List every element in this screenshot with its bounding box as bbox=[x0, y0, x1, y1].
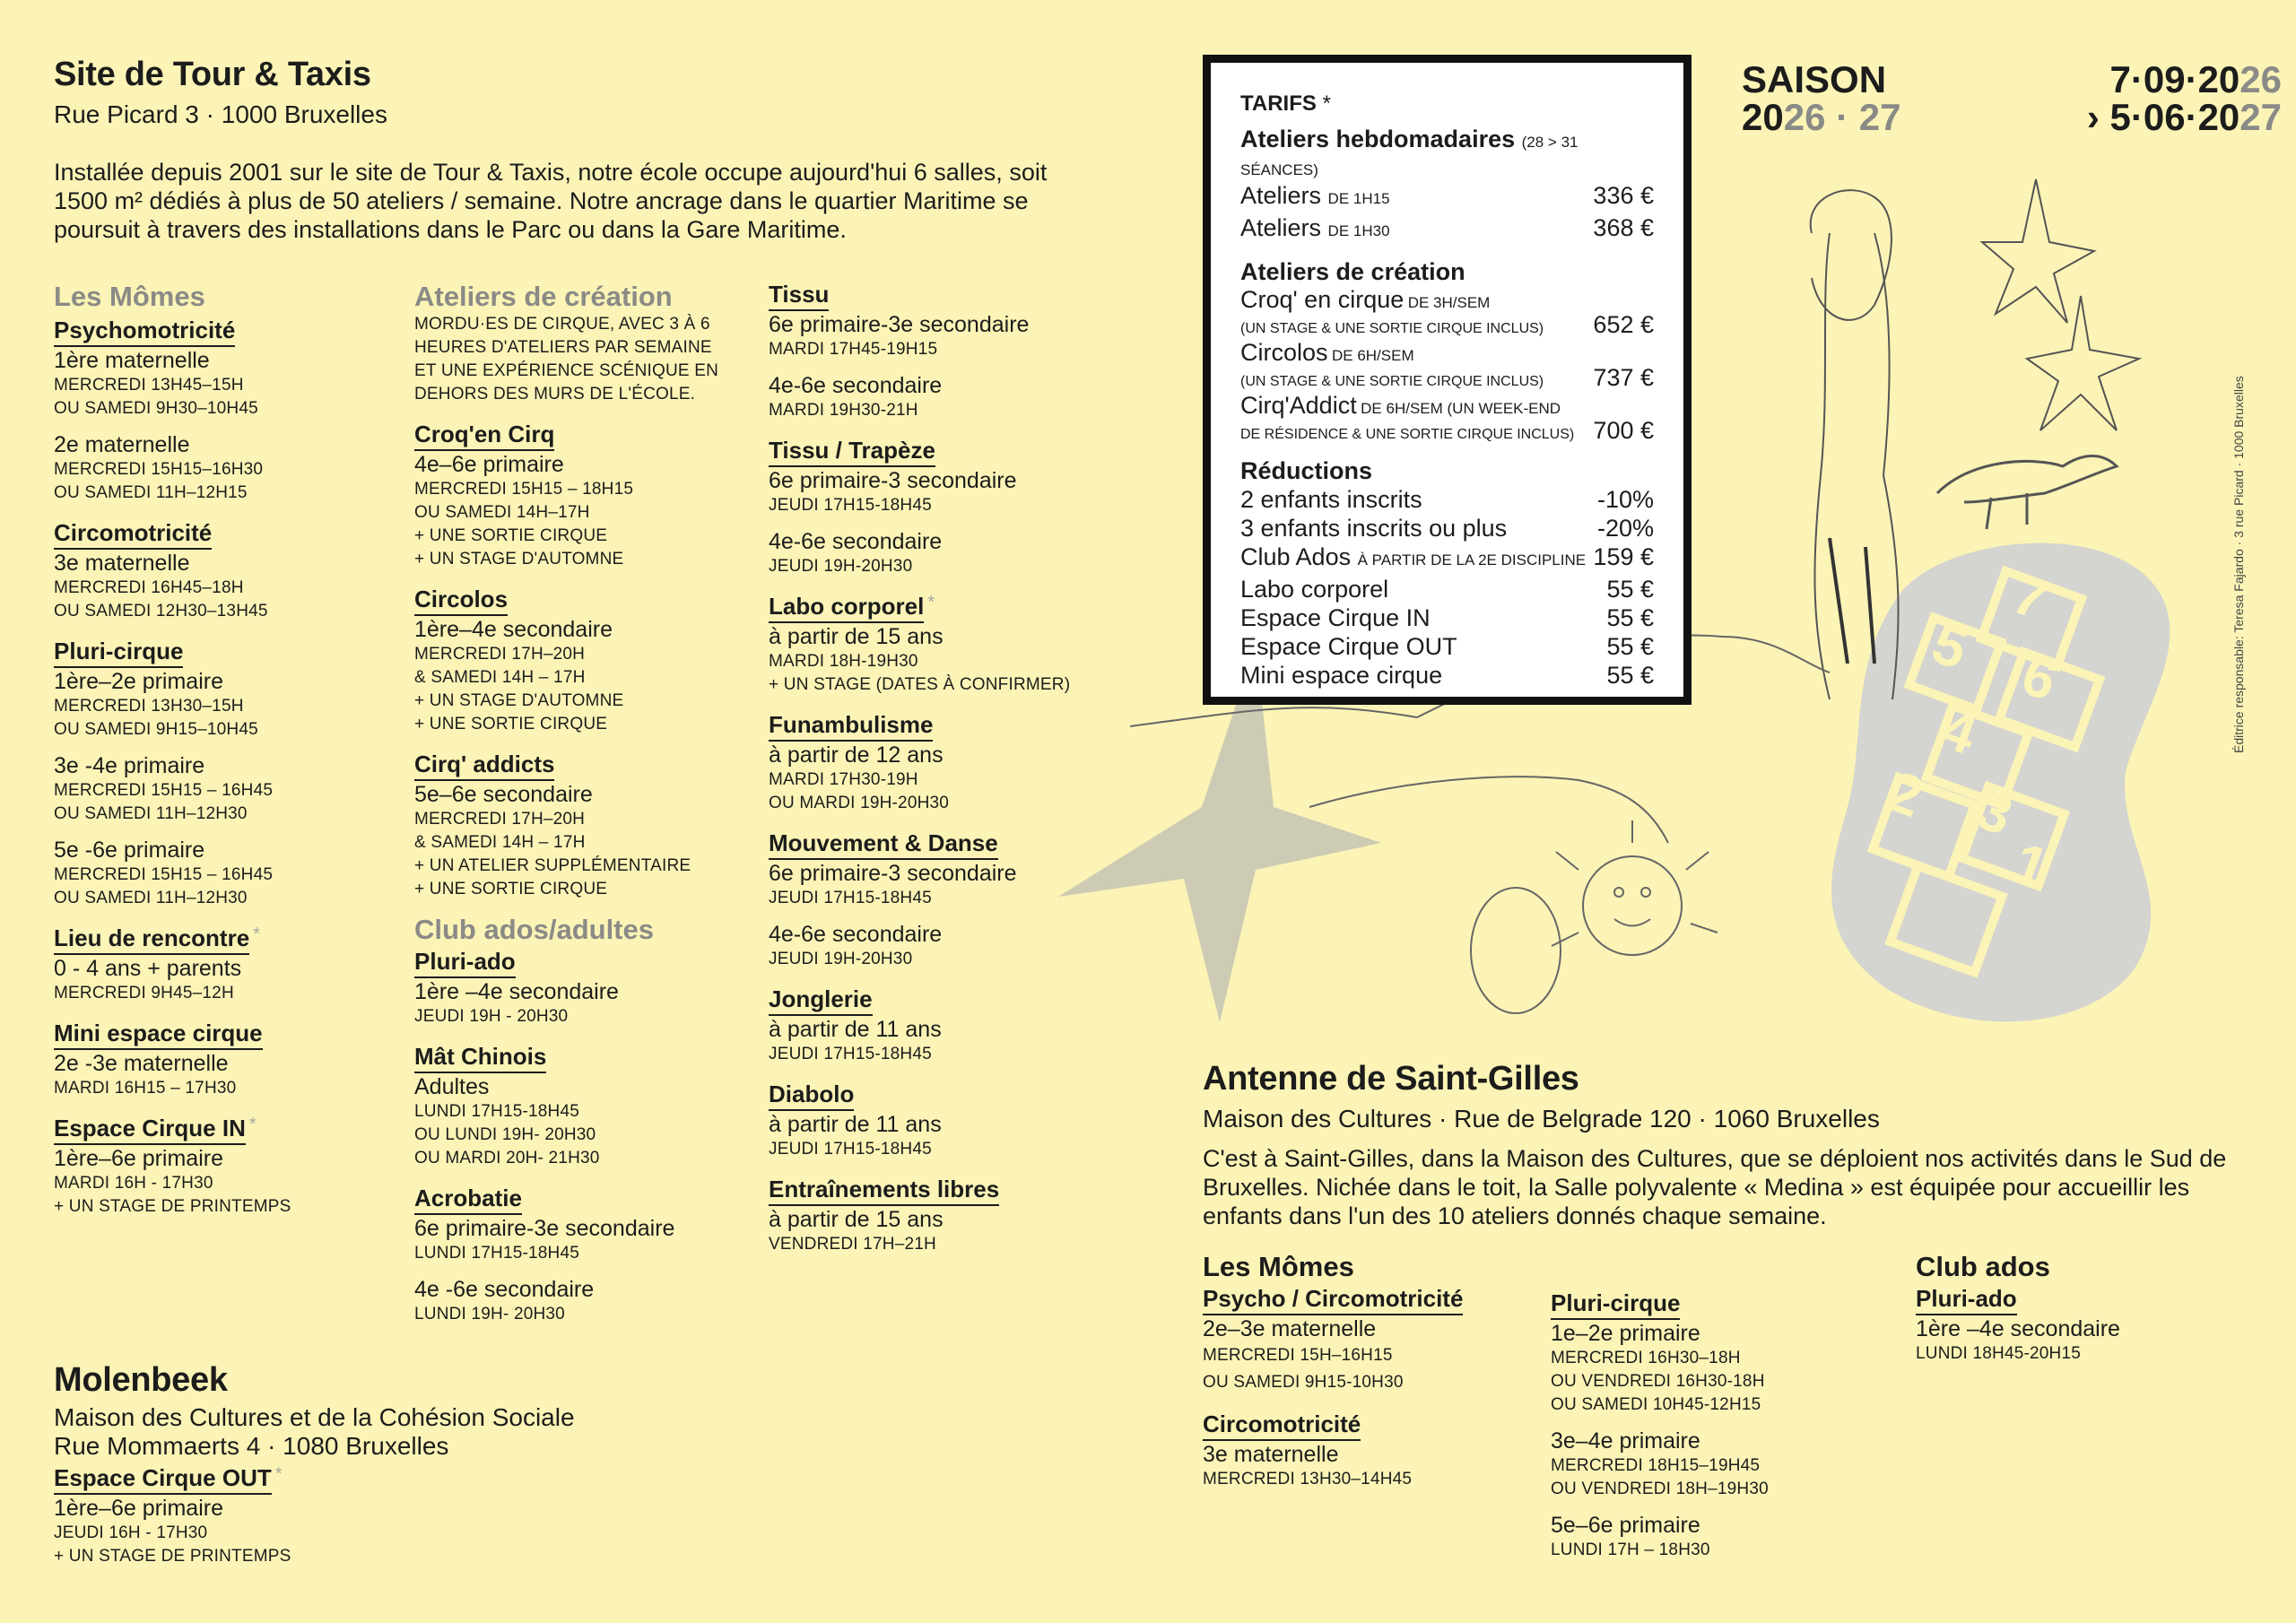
level: 3e maternelle bbox=[54, 551, 190, 576]
tarifs-hebdo-heading: Ateliers hebdomadaires (28 > 31 SÉANCES) bbox=[1240, 126, 1578, 178]
asterisk-icon: * bbox=[927, 593, 935, 612]
level: 1ère–2e primaire bbox=[54, 669, 223, 694]
schedule: MARDI 17H30-19H bbox=[769, 770, 918, 789]
activity-pluri-cirque bbox=[54, 638, 395, 910]
level: 3e maternelle bbox=[1203, 1442, 1339, 1467]
molenbeek-line2: Rue Mommaerts 4 · 1080 Bruxelles bbox=[54, 1432, 449, 1460]
activity-title: Pluri-cirque bbox=[54, 638, 183, 668]
schedule: + UN STAGE (DATES À CONFIRMER) bbox=[769, 675, 1071, 694]
level: à partir de 12 ans bbox=[769, 742, 944, 768]
activity-title: Circolos bbox=[414, 586, 508, 616]
schedule: OU VENDREDI 18H–19H30 bbox=[1551, 1480, 1769, 1498]
schedule: MARDI 16H15 – 17H30 bbox=[54, 1079, 237, 1098]
level: 1ère–6e primaire bbox=[54, 1146, 223, 1171]
site-title: Site de Tour & Taxis bbox=[54, 56, 371, 93]
activity-title: Mini espace cirque bbox=[54, 1020, 263, 1050]
schedule: + UNE SORTIE CIRQUE bbox=[414, 526, 608, 545]
saison-years: 2026 · 27 bbox=[1742, 96, 1901, 138]
schedule: + UNE SORTIE CIRQUE bbox=[414, 880, 608, 898]
activity-title: Mât Chinois bbox=[414, 1043, 546, 1073]
star-drawing-icon bbox=[1982, 179, 2094, 323]
schedule: MERCREDI 16H45–18H bbox=[54, 578, 244, 597]
schedule: + UN STAGE D'AUTOMNE bbox=[414, 550, 624, 568]
saint-gilles-momes-col1 bbox=[1203, 1251, 1544, 1491]
tarifs-reductions-heading: Réductions bbox=[1240, 457, 1373, 484]
asterisk-icon: * bbox=[248, 1115, 257, 1134]
tarif-row: Espace Cirque IN 55 € bbox=[1240, 604, 1654, 631]
activity-entrainements-libres bbox=[769, 1176, 1127, 1256]
star-drawing-icon bbox=[2027, 296, 2139, 430]
schedule: LUNDI 18H45-20H15 bbox=[1916, 1344, 2081, 1363]
schedule: + UNE SORTIE CIRQUE bbox=[414, 715, 608, 733]
schedule: OU SAMEDI 9H15-10H30 bbox=[1203, 1373, 1404, 1392]
schedule: + UN STAGE DE PRINTEMPS bbox=[54, 1197, 291, 1216]
activity-psycho-circomotricite bbox=[1203, 1285, 1544, 1396]
level: 4e-6e secondaire bbox=[769, 922, 943, 947]
activity-title: Pluri-ado bbox=[414, 948, 516, 978]
level: 6e primaire-3 secondaire bbox=[769, 468, 1017, 493]
schedule: OU SAMEDI 10H45-12H15 bbox=[1551, 1395, 1761, 1414]
saison-block bbox=[1742, 58, 1901, 138]
hopscotch-number: 2 bbox=[1879, 758, 1932, 830]
tarif-row: Mini espace cirque 55 € bbox=[1240, 662, 1654, 689]
hills-drawing-icon bbox=[1309, 777, 1668, 843]
activity-cirq-addicts bbox=[414, 751, 746, 901]
level: 4e–6e primaire bbox=[414, 452, 564, 477]
activity-title: Lieu de rencontre bbox=[54, 924, 249, 955]
egg-drawing-icon bbox=[1471, 888, 1561, 1013]
level: 1ère –4e secondaire bbox=[1916, 1316, 2120, 1341]
schedule: OU SAMEDI 11H–12H30 bbox=[54, 889, 248, 907]
activity-title: Funambulisme bbox=[769, 711, 933, 742]
schedule: JEUDI 17H15-18H45 bbox=[769, 889, 932, 907]
heading-club-ados: Club ados bbox=[1916, 1251, 2050, 1282]
hopscotch-number: 4 bbox=[1933, 695, 1986, 768]
schedule: MERCREDI 13H30–14H45 bbox=[1203, 1470, 1413, 1488]
schedule: OU SAMEDI 9H30–10H45 bbox=[54, 399, 258, 418]
tarif-row: Circolos DE 6H/SEM (UN STAGE & UNE SORTIE CIRQUE INCLUS) 737 € bbox=[1240, 339, 1654, 391]
schedule: OU MARDI 20H- 21H30 bbox=[414, 1149, 600, 1167]
level: 3e -4e primaire bbox=[54, 753, 205, 778]
activity-title: Croq'en Cirq bbox=[414, 421, 554, 451]
activity-croq-en-cirq bbox=[414, 421, 746, 571]
schedule: + UN STAGE DE PRINTEMPS bbox=[54, 1547, 291, 1566]
activity-title: Psychomotricité bbox=[54, 317, 235, 347]
activity-title: Pluri-cirque bbox=[1551, 1289, 1680, 1320]
tarifs-panel bbox=[1203, 55, 1692, 705]
tarif-row: Ateliers DE 1H30 368 € bbox=[1240, 214, 1654, 241]
heading-les-momes: Les Mômes bbox=[54, 281, 205, 312]
tarif-row: 3 enfants inscrits ou plus -20% bbox=[1240, 515, 1654, 542]
activity-psychomotricite bbox=[54, 317, 395, 505]
activity-mini-espace-cirque bbox=[54, 1020, 395, 1100]
activity-pluri-ado bbox=[414, 948, 746, 1028]
schedule: JEUDI 17H15-18H45 bbox=[769, 1140, 932, 1159]
level: 5e–6e primaire bbox=[1551, 1513, 1700, 1538]
activity-title: Tissu / Trapèze bbox=[769, 437, 935, 467]
saint-gilles-title: Antenne de Saint-Gilles bbox=[1203, 1060, 1579, 1098]
lizard-drawing-icon bbox=[1937, 456, 2117, 529]
level: 3e–4e primaire bbox=[1551, 1428, 1700, 1454]
schedule: MERCREDI 15H15 – 16H45 bbox=[54, 865, 274, 884]
schedule: LUNDI 17H15-18H45 bbox=[414, 1244, 579, 1263]
tarif-row: Cirq'Addict DE 6H/SEM (UN WEEK-END DE RÉSIDENCE & UNE SORTIE CIRQUE INCLUS) 700 € bbox=[1240, 392, 1654, 444]
activity-circolos bbox=[414, 586, 746, 736]
level: à partir de 15 ans bbox=[769, 1207, 944, 1232]
schedule: MERCREDI 15H15–16H30 bbox=[54, 460, 264, 479]
level: 4e -6e secondaire bbox=[414, 1277, 595, 1302]
schedule: MERCREDI 18H15–19H45 bbox=[1551, 1456, 1761, 1475]
schedule: MERCREDI 9H45–12H bbox=[54, 984, 234, 1002]
tarif-row: Labo corporel 55 € bbox=[1240, 576, 1654, 603]
saint-gilles-club-ados bbox=[1916, 1251, 2257, 1366]
site-intro: Installée depuis 2001 sur le site de Tour & Taxis, notre école occupe aujourd'hui 6 salles, soit 1500 m² dédiés à plus de 50 ateliers / semaine. Notre ancrage dans le quartier Maritime se poursuit à travers des installations dans le Parc ou dans la Gare Maritime. bbox=[54, 159, 1048, 243]
level: 5e–6e secondaire bbox=[414, 782, 593, 807]
schedule: JEUDI 16H - 17H30 bbox=[54, 1523, 208, 1542]
schedule: OU SAMEDI 9H15–10H45 bbox=[54, 720, 258, 739]
level: 2e maternelle bbox=[54, 432, 190, 457]
level: 4e-6e secondaire bbox=[769, 373, 943, 398]
asterisk-icon: * bbox=[253, 924, 260, 944]
level: 0 - 4 ans + parents bbox=[54, 956, 242, 981]
activity-title: Diabolo bbox=[769, 1081, 854, 1111]
schedule: JEUDI 19H-20H30 bbox=[769, 557, 913, 576]
saison-label: SAISON bbox=[1742, 58, 1887, 100]
level: 1ère –4e secondaire bbox=[414, 979, 619, 1004]
asterisk-icon: * bbox=[274, 1464, 283, 1484]
schedule: JEUDI 19H - 20H30 bbox=[414, 1007, 569, 1026]
level: 1ère–6e primaire bbox=[54, 1496, 223, 1521]
activity-title: Tissu bbox=[769, 281, 829, 311]
tarif-row: Espace Cirque OUT 55 € bbox=[1240, 633, 1654, 660]
level: à partir de 11 ans bbox=[769, 1017, 942, 1042]
schedule: MARDI 16H - 17H30 bbox=[54, 1174, 213, 1193]
activity-title: Espace Cirque OUT bbox=[54, 1464, 272, 1495]
schedule: MARDI 19H30-21H bbox=[769, 401, 918, 420]
schedule: JEUDI 17H15-18H45 bbox=[769, 496, 932, 515]
section-molenbeek bbox=[54, 1361, 682, 1568]
tarifs-title: TARIFS * bbox=[1240, 91, 1331, 116]
schedule: OU SAMEDI 14H–17H bbox=[414, 503, 590, 522]
publisher-credit: Éditrice responsable: Teresa Fajardo · 3 rue Picard · 1000 Bruxelles bbox=[2231, 376, 2246, 753]
activity-circomotricite bbox=[1203, 1410, 1544, 1491]
schedule: & SAMEDI 14H – 17H bbox=[414, 833, 586, 852]
level: 2e -3e maternelle bbox=[54, 1051, 229, 1076]
schedule: MERCREDI 13H45–15H bbox=[54, 376, 244, 395]
creation-description: MORDU·ES DE CIRQUE, AVEC 3 À 6 HEURES D'ATELIERS PAR SEMAINE ET UNE EXPÉRIENCE SCÉNIQUE EN DEHORS DES MURS DE L'ÉCOLE. bbox=[414, 315, 719, 404]
hopscotch-number: 1 bbox=[2005, 829, 2057, 902]
date-start: 7·09·2026 bbox=[2109, 58, 2282, 100]
hopscotch-number: 7 bbox=[2005, 560, 2057, 633]
molenbeek-title: Molenbeek bbox=[54, 1361, 228, 1399]
schedule: OU SAMEDI 12H30–13H45 bbox=[54, 602, 268, 621]
activity-title: Pluri-ado bbox=[1916, 1285, 2017, 1315]
activity-circomotricite bbox=[54, 519, 395, 623]
schedule: MERCREDI 13H30–15H bbox=[54, 697, 244, 716]
schedule: MARDI 17H45-19H15 bbox=[769, 340, 938, 359]
schedule: MERCREDI 16H30–18H bbox=[1551, 1349, 1741, 1367]
column-les-momes bbox=[54, 281, 395, 1219]
column-ateliers-creation bbox=[414, 281, 746, 1326]
hopscotch-number: 6 bbox=[2013, 641, 2066, 714]
activity-title: Labo corporel bbox=[769, 593, 924, 623]
schedule: JEUDI 17H15-18H45 bbox=[769, 1045, 932, 1063]
saison-dates bbox=[2029, 58, 2282, 138]
schedule: LUNDI 19H- 20H30 bbox=[414, 1305, 565, 1324]
schedule: MERCREDI 15H–16H15 bbox=[1203, 1346, 1393, 1365]
activity-mat-chinois bbox=[414, 1043, 746, 1170]
tarif-row: Ateliers DE 1H15 336 € bbox=[1240, 182, 1654, 209]
activity-diabolo bbox=[769, 1081, 1127, 1161]
tarif-row: 2 enfants inscrits -10% bbox=[1240, 486, 1654, 513]
level: 2e–3e maternelle bbox=[1203, 1316, 1377, 1341]
molenbeek-line1: Maison des Cultures et de la Cohésion Sociale bbox=[54, 1403, 575, 1431]
schedule: OU MARDI 19H-20H30 bbox=[769, 794, 950, 812]
schedule: MARDI 18H-19H30 bbox=[769, 652, 918, 671]
schedule: VENDREDI 17H–21H bbox=[769, 1235, 936, 1254]
sun-face-drawing-icon bbox=[1552, 820, 1718, 955]
saint-gilles-momes-col2 bbox=[1551, 1289, 1892, 1562]
heading-club-ados-adultes: Club ados/adultes bbox=[414, 914, 654, 945]
date-end: › 5·06·2027 bbox=[2086, 96, 2282, 138]
activity-title: Mouvement & Danse bbox=[769, 829, 998, 860]
schedule: OU SAMEDI 11H–12H30 bbox=[54, 804, 248, 823]
schedule: OU SAMEDI 11H–12H15 bbox=[54, 483, 248, 502]
level: 5e -6e primaire bbox=[54, 838, 205, 863]
schedule: LUNDI 17H15-18H45 bbox=[414, 1102, 579, 1121]
activity-title: Circomotricité bbox=[1203, 1410, 1361, 1441]
level: à partir de 15 ans bbox=[769, 624, 944, 649]
activity-espace-cirque-in bbox=[54, 1115, 395, 1219]
schedule: MERCREDI 17H–20H bbox=[414, 645, 586, 664]
activity-title: Jonglerie bbox=[769, 985, 873, 1016]
hopscotch-number: 5 bbox=[1924, 610, 1977, 682]
level: 6e primaire-3e secondaire bbox=[414, 1216, 675, 1241]
schedule: MERCREDI 15H15 – 16H45 bbox=[54, 781, 274, 800]
schedule: OU VENDREDI 16H30-18H bbox=[1551, 1372, 1765, 1391]
activity-title: Cirq' addicts bbox=[414, 751, 554, 781]
saint-gilles-intro: C'est à Saint-Gilles, dans la Maison des Cultures, que se déploient nos activités dans le Sud de Bruxelles. Nichée dans le toit, la Salle polyvalente « Medina » est équipée pour accueillir les enfants dans l'un des 10 ateliers donnés chaque semaine. bbox=[1203, 1145, 2227, 1229]
activity-title: Circomotricité bbox=[54, 519, 212, 550]
heading-les-momes: Les Mômes bbox=[1203, 1251, 1354, 1282]
schedule: & SAMEDI 14H – 17H bbox=[414, 668, 586, 687]
schedule: OU LUNDI 19H- 20H30 bbox=[414, 1125, 596, 1144]
activity-title: Acrobatie bbox=[414, 1185, 522, 1215]
level: Adultes bbox=[414, 1074, 490, 1099]
activity-title: Entraînements libres bbox=[769, 1176, 999, 1206]
activity-title: Espace Cirque IN bbox=[54, 1115, 246, 1145]
level: 1ère maternelle bbox=[54, 348, 210, 373]
hopscotch-number: 3 bbox=[1969, 776, 2022, 848]
schedule: LUNDI 17H – 18H30 bbox=[1551, 1541, 1710, 1559]
saint-gilles-address: Maison des Cultures · Rue de Belgrade 120 · 1060 Bruxelles bbox=[1203, 1105, 1880, 1133]
activity-lieu-de-rencontre bbox=[54, 924, 395, 1005]
heading-ateliers-creation: Ateliers de création bbox=[414, 281, 673, 312]
schedule: JEUDI 19H-20H30 bbox=[769, 950, 913, 968]
site-address: Rue Picard 3 · 1000 Bruxelles bbox=[54, 100, 387, 128]
activity-title: Psycho / Circomotricité bbox=[1203, 1285, 1463, 1315]
schedule: + UN STAGE D'AUTOMNE bbox=[414, 691, 624, 710]
level: 1ère–4e secondaire bbox=[414, 617, 613, 642]
activity-acrobatie bbox=[414, 1185, 746, 1326]
schedule: MERCREDI 17H–20H bbox=[414, 810, 586, 829]
schedule: MERCREDI 15H15 – 18H15 bbox=[414, 480, 634, 499]
tarif-row: Croq' en cirque DE 3H/SEM (UN STAGE & UNE SORTIE CIRQUE INCLUS) 652 € bbox=[1240, 286, 1654, 338]
tarif-row: Club Ados À PARTIR DE LA 2E DISCIPLINE 159 € bbox=[1240, 543, 1654, 570]
level: 4e-6e secondaire bbox=[769, 529, 943, 554]
level: à partir de 11 ans bbox=[769, 1112, 942, 1137]
schedule: + UN ATELIER SUPPLÉMENTAIRE bbox=[414, 856, 691, 875]
level: 1e–2e primaire bbox=[1551, 1321, 1700, 1346]
tarifs-creation-heading: Ateliers de création bbox=[1240, 258, 1465, 285]
level: 6e primaire-3 secondaire bbox=[769, 861, 1017, 886]
level: 6e primaire-3e secondaire bbox=[769, 312, 1030, 337]
